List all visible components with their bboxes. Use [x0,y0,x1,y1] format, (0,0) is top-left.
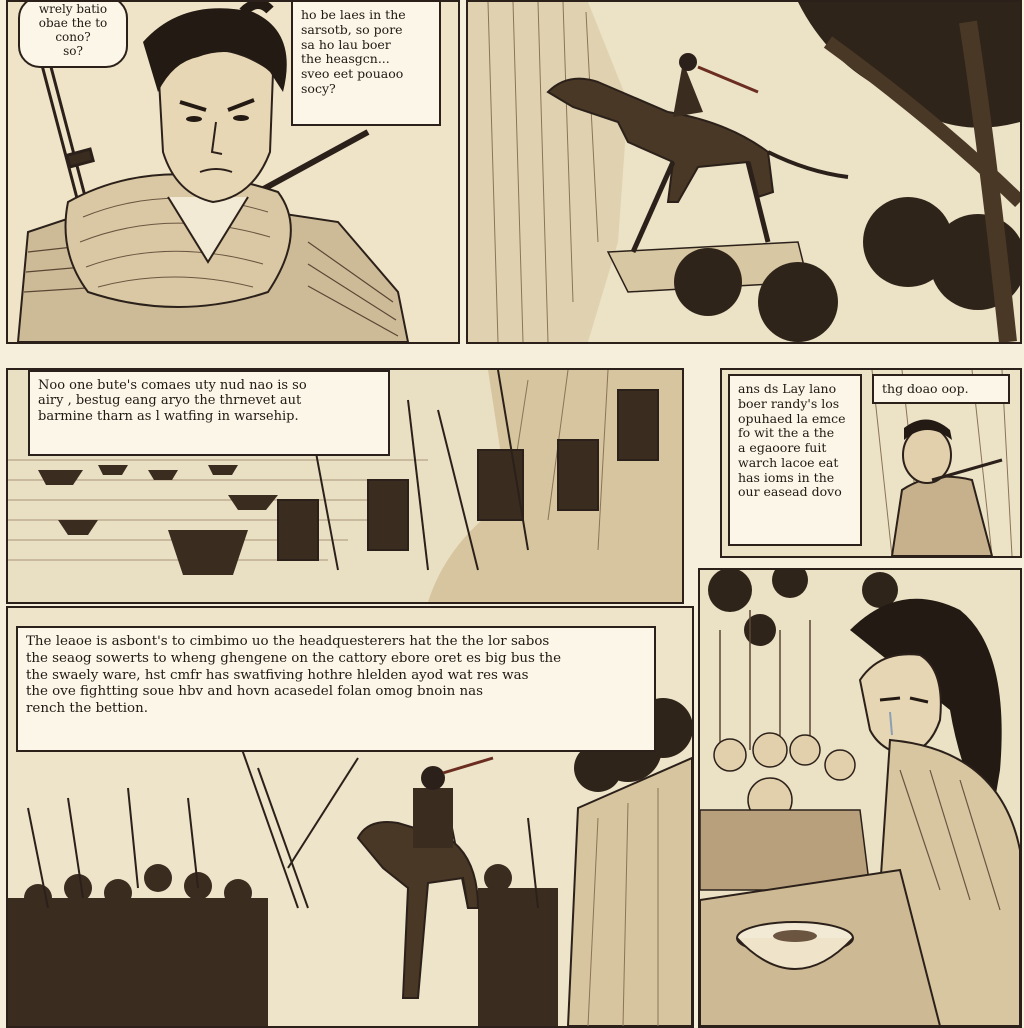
narration-box: ans ds Lay lano boer randy's los opuhaed la emce fo wit the a the a egaoore fuit warch lacoe eat has ioms in the our easead dovo [728,374,862,546]
panel-rider-cliff [466,0,1022,344]
crying-woman-illustration [700,570,1020,1026]
panel-battle-march [6,606,694,1028]
panel-warships-soldiers [6,368,684,604]
narration-box: thg doao oop. [872,374,1010,404]
panel-crying-woman [698,568,1022,1028]
speech-bubble: wrely batio obae the to cono? so? [18,0,128,68]
narration-box: Noo one bute's comaes uty nud nao is so airy , bestug eang aryo the thrnevet aut barmine tharn as l watfing in warsehip. [28,370,390,456]
narration-box: The leaoe is asbont's to cimbimo uo the headquesterers hat the the lor sabos the seaog sowerts to wheng ghengene on the cattory ebore oret es big bus the the swaely ware, hst cmfr has swatfiving hothre hlelden ayod wat res was the ove fightting soue hbv and hovn acasedel folan omog bnoin nas rench the bettion. [16,626,656,752]
panel-warrior-blade [720,368,1022,558]
narration-box: ho be laes in the sarsotb, so pore sa ho lau boer the heasgcn... sveo eet pouaoo socy? [291,0,441,126]
panel-samurai-portrait [6,0,460,344]
rider-cliff-illustration [468,2,1020,342]
